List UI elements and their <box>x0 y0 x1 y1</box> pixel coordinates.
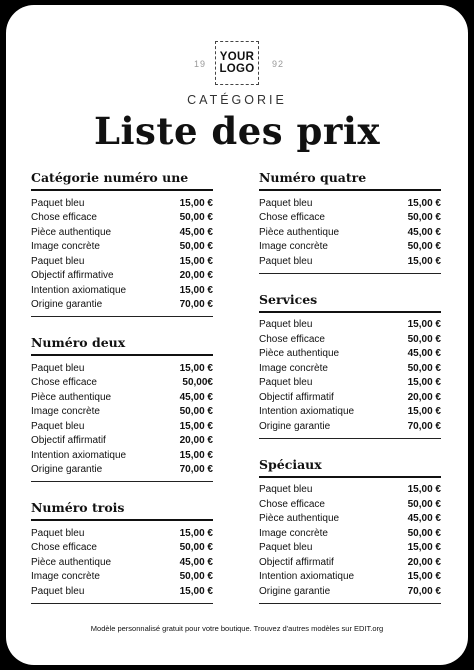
item-name: Paquet bleu <box>259 484 313 496</box>
left-column <box>31 170 213 622</box>
price-item <box>259 390 441 405</box>
item-price: 45,00 € <box>179 226 213 238</box>
price-item <box>259 584 441 599</box>
price-item <box>31 283 213 298</box>
price-item <box>31 376 213 391</box>
item-price: 20,00 € <box>179 435 213 447</box>
item-price: 50,00 € <box>407 527 441 539</box>
year-left: 19 <box>194 59 207 69</box>
item-name: Paquet bleu <box>31 585 85 597</box>
item-price: 50,00 € <box>179 241 213 253</box>
item-name: Intention axiomatique <box>259 571 355 583</box>
footer-note: Modèle personnalisé gratuit pour votre boutique. Trouvez d'autres modèles sur EDIT.org <box>90 624 384 633</box>
price-item <box>259 555 441 570</box>
item-price: 50,00 € <box>407 362 441 374</box>
item-name: Chose efficace <box>31 377 97 389</box>
item-name: Image concrète <box>31 571 100 583</box>
item-name: Pièce authentique <box>31 556 112 568</box>
section-end-divider <box>259 603 441 604</box>
item-name: Pièce authentique <box>31 226 112 238</box>
item-price: 15,00 € <box>179 585 213 597</box>
item-price: 15,00 € <box>179 197 213 209</box>
price-item <box>31 584 213 599</box>
item-name: Image concrète <box>31 406 100 418</box>
price-item <box>31 434 213 449</box>
item-name: Objectif affirmatif <box>31 435 106 447</box>
item-name: Paquet bleu <box>31 197 85 209</box>
item-price: 50,00 € <box>407 212 441 224</box>
item-name: Intention axiomatique <box>259 406 355 418</box>
section-end-divider <box>259 438 441 439</box>
year-right: 92 <box>272 59 285 69</box>
section-end-divider <box>31 481 213 482</box>
price-item <box>31 448 213 463</box>
item-name: Objectif affirmatif <box>259 391 334 403</box>
price-item <box>259 318 441 333</box>
section-title: Numéro quatre <box>259 170 367 185</box>
item-name: Paquet bleu <box>259 542 313 554</box>
item-price: 15,00 € <box>407 542 441 554</box>
item-price: 45,00 € <box>179 391 213 403</box>
section-end-divider <box>31 603 213 604</box>
price-item <box>259 347 441 362</box>
item-price: 15,00 € <box>179 255 213 267</box>
item-price: 15,00 € <box>179 420 213 432</box>
item-price: 70,00 € <box>179 299 213 311</box>
item-price: 20,00 € <box>407 391 441 403</box>
price-item <box>259 332 441 347</box>
price-item <box>31 298 213 313</box>
price-item <box>31 526 213 541</box>
item-name: Image concrète <box>259 527 328 539</box>
section-divider <box>31 519 213 521</box>
item-name: Pièce authentique <box>259 226 340 238</box>
section-divider <box>31 189 213 191</box>
price-list-sheet <box>6 5 468 665</box>
item-price: 15,00 € <box>407 377 441 389</box>
page-title: Liste des prix <box>93 109 381 153</box>
price-item <box>259 512 441 527</box>
item-name: Pièce authentique <box>31 391 112 403</box>
price-item <box>31 254 213 269</box>
item-name: Chose efficace <box>259 333 325 345</box>
logo-placeholder <box>215 41 259 85</box>
item-price: 50,00 € <box>179 212 213 224</box>
price-item <box>259 225 441 240</box>
section-end-divider <box>259 273 441 274</box>
item-name: Paquet bleu <box>31 527 85 539</box>
item-name: Objectif affirmatif <box>259 556 334 568</box>
item-price: 15,00 € <box>407 255 441 267</box>
price-item <box>31 570 213 585</box>
item-price: 45,00 € <box>179 556 213 568</box>
section-title: Catégorie numéro une <box>31 170 189 185</box>
item-price: 15,00 € <box>407 406 441 418</box>
item-price: 15,00 € <box>179 449 213 461</box>
price-item <box>31 211 213 226</box>
item-name: Origine garantie <box>259 420 331 432</box>
price-item <box>31 390 213 405</box>
item-price: 50,00€ <box>182 377 213 389</box>
price-item <box>31 240 213 255</box>
item-name: Paquet bleu <box>31 420 85 432</box>
price-item <box>31 405 213 420</box>
item-price: 70,00 € <box>407 420 441 432</box>
item-price: 45,00 € <box>407 348 441 360</box>
item-price: 15,00 € <box>179 527 213 539</box>
logo-row <box>6 39 468 89</box>
menu-section <box>31 335 213 482</box>
item-name: Paquet bleu <box>31 255 85 267</box>
section-title: Numéro trois <box>31 500 125 515</box>
item-price: 15,00 € <box>179 362 213 374</box>
item-name: Chose efficace <box>31 212 97 224</box>
section-divider <box>31 354 213 356</box>
item-price: 15,00 € <box>407 484 441 496</box>
item-price: 70,00 € <box>407 585 441 597</box>
item-name: Chose efficace <box>259 498 325 510</box>
price-item <box>259 419 441 434</box>
price-item <box>259 526 441 541</box>
item-price: 20,00 € <box>407 556 441 568</box>
item-name: Image concrète <box>259 362 328 374</box>
menu-section <box>31 170 213 317</box>
menu-section <box>259 457 441 604</box>
item-name: Paquet bleu <box>31 362 85 374</box>
item-name: Chose efficace <box>31 542 97 554</box>
section-title: Services <box>259 291 318 307</box>
price-item <box>31 555 213 570</box>
item-name: Objectif affirmative <box>31 270 114 282</box>
section-title: Spéciaux <box>259 456 322 472</box>
item-name: Intention axiomatique <box>31 284 127 296</box>
item-price: 70,00 € <box>179 464 213 476</box>
price-item <box>259 497 441 512</box>
item-name: Image concrète <box>31 241 100 253</box>
logo-text-line1: YOUR <box>219 51 255 63</box>
menu-section <box>259 170 441 274</box>
item-price: 50,00 € <box>407 498 441 510</box>
price-item <box>31 419 213 434</box>
section-divider <box>259 311 441 313</box>
price-item <box>259 240 441 255</box>
item-name: Origine garantie <box>31 464 103 476</box>
price-item <box>259 211 441 226</box>
logo-text-line2: LOGO <box>219 63 255 75</box>
item-name: Paquet bleu <box>259 197 313 209</box>
item-name: Paquet bleu <box>259 377 313 389</box>
category-label: CATÉGORIE <box>187 93 287 107</box>
price-item <box>259 376 441 391</box>
price-item <box>259 541 441 556</box>
price-item <box>259 570 441 585</box>
item-price: 50,00 € <box>179 571 213 583</box>
section-divider <box>259 189 441 191</box>
section-title: Numéro deux <box>31 335 126 350</box>
item-name: Chose efficace <box>259 212 325 224</box>
menu-section <box>259 292 441 439</box>
item-price: 50,00 € <box>407 333 441 345</box>
price-item <box>259 361 441 376</box>
item-price: 45,00 € <box>407 513 441 525</box>
item-name: Pièce authentique <box>259 513 340 525</box>
menu-section <box>31 500 213 604</box>
price-item <box>31 361 213 376</box>
price-item <box>31 225 213 240</box>
item-price: 15,00 € <box>407 571 441 583</box>
item-price: 15,00 € <box>407 197 441 209</box>
item-name: Paquet bleu <box>259 255 313 267</box>
item-name: Image concrète <box>259 241 328 253</box>
item-price: 45,00 € <box>407 226 441 238</box>
price-item <box>259 483 441 498</box>
item-price: 50,00 € <box>407 241 441 253</box>
price-item <box>31 463 213 478</box>
price-item <box>259 405 441 420</box>
price-item <box>31 196 213 211</box>
item-name: Origine garantie <box>31 299 103 311</box>
item-price: 15,00 € <box>179 284 213 296</box>
price-item <box>31 269 213 284</box>
item-name: Pièce authentique <box>259 348 340 360</box>
right-column <box>259 170 441 622</box>
item-price: 15,00 € <box>407 319 441 331</box>
item-name: Intention axiomatique <box>31 449 127 461</box>
item-price: 50,00 € <box>179 406 213 418</box>
price-item <box>31 541 213 556</box>
item-price: 50,00 € <box>179 542 213 554</box>
section-end-divider <box>31 316 213 317</box>
item-price: 20,00 € <box>179 270 213 282</box>
item-name: Paquet bleu <box>259 319 313 331</box>
price-item <box>259 196 441 211</box>
item-name: Origine garantie <box>259 585 331 597</box>
price-item <box>259 254 441 269</box>
section-divider <box>259 476 441 478</box>
